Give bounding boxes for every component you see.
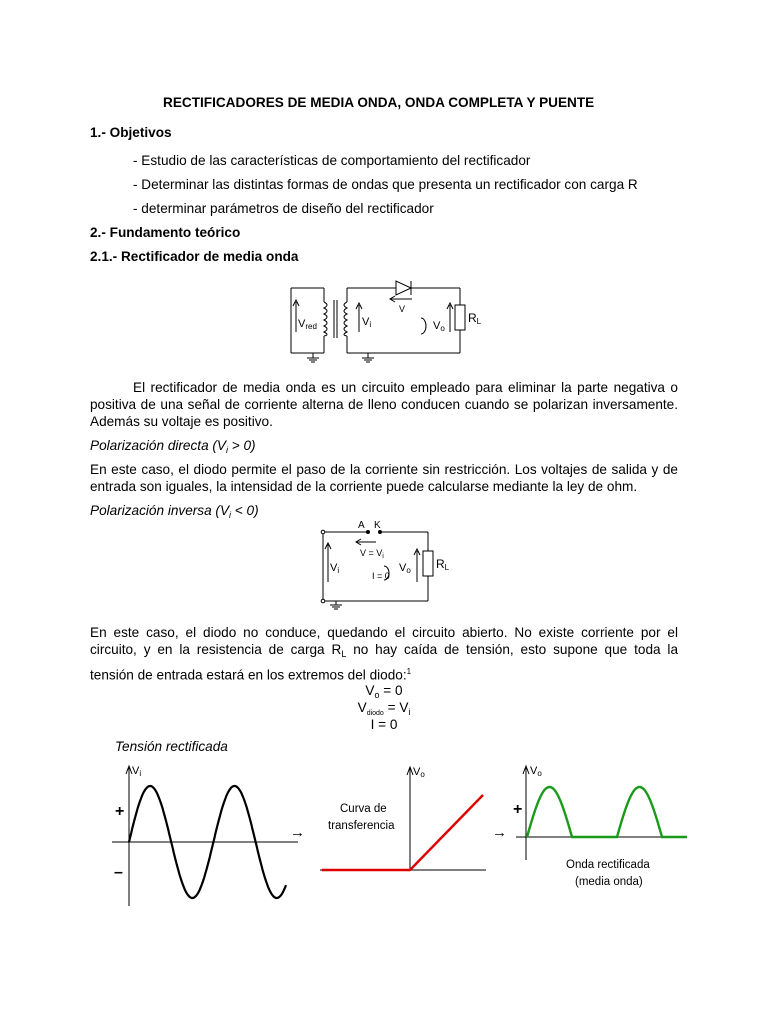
page-title: RECTIFICADORES DE MEDIA ONDA, ONDA COMPLETA Y PUENTE [163,95,595,110]
heading-polarizacion-inversa: Polarización inversa $(V_i < 0)$ [90,503,259,520]
svg-text:Vred: Vred [298,318,317,331]
reverse-bias-circuit [316,518,450,610]
objective-item: - determinar parámetros de diseño del rectificador [133,201,434,216]
arrow-2: → [492,824,507,841]
svg-text:+: + [115,803,125,820]
heading-fundamento: 2.- Fundamento teórico [90,225,241,240]
equation-vdiodo: $V_{diodo} = V_i$ [357,700,411,717]
svg-text:Vo: Vo [433,320,445,333]
half-wave-rectifier-circuit [280,272,480,362]
svg-text:Curva de: Curva de [340,803,387,815]
svg-text:+: + [513,801,523,818]
svg-text:–: – [114,864,123,881]
svg-text:K: K [374,520,381,531]
rectified-output-graph [508,760,688,895]
arrow-1: → [290,824,305,841]
svg-text:V = Vi: $V = V_i$ [360,548,384,560]
heading-objetivos: 1.- Objetivos [90,125,172,140]
heading-media-onda: 2.1.- Rectificador de media onda [90,249,299,264]
paragraph-inversa: En este caso, el diodo no conduce, quedando el circuito abierto. No existe corriente por el circuito, y en la resistencia de carga $R_L$ no hay caída de tensión, esto supone que toda la tensión de entrada estará en los extremos del diodo:$^1$ [90,625,679,683]
heading-polarizacion-directa: Polarización directa $(V_i > 0)$ [90,438,256,455]
svg-text:transferencia: transferencia [328,820,395,832]
paragraph-directa: En este caso, el diodo permite el paso de la corriente sin restricción. Los voltajes de salida y de entrada son iguales, la intensidad de la corriente puede calcularse mediante la ley de ohm. [90,462,678,495]
svg-text:V: V [399,304,406,314]
svg-text:Vo: Vo [530,765,542,778]
paragraph-media-onda: El rectificador de media onda es un circuito empleado para eliminar la parte negativa o positiva de una señal de corriente alterna de lleno conducen cuando se polarizan inversamente. Además su voltaje es positivo. [90,380,678,430]
svg-text:Vi: Vi [362,316,372,329]
svg-text:A: A [358,520,365,531]
svg-text:Vi: Vi [330,562,340,575]
svg-text:Onda rectificada: Onda rectificada [566,859,650,871]
svg-text:RL: RL [468,311,482,326]
svg-text:Vi: Vi [132,765,142,778]
objective-item: - Determinar las distintas formas de ondas que presenta un rectificador con carga R [133,177,638,192]
svg-text:(media onda): (media onda) [575,876,643,888]
objective-item: - Estudio de las características de comportamiento del rectificador [133,153,531,168]
svg-text:RL: RL [436,557,450,572]
equation-i: I = 0 [370,717,398,732]
equation-vo: $V_o = 0$ [365,683,403,700]
input-voltage-graph [110,760,300,910]
transfer-curve-graph [318,762,488,872]
svg-text:I = 0: I = 0 [372,571,390,581]
svg-text:Vo: Vo [413,766,425,779]
label-tension-rectificada: Tensión rectificada [115,739,228,754]
rectified-wave [527,787,687,837]
svg-text:Vo: Vo [399,562,411,575]
